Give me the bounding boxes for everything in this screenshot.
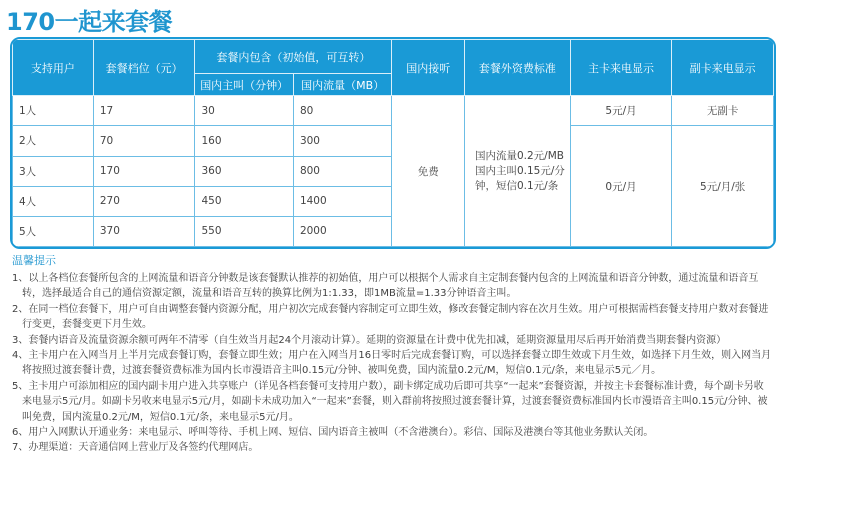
cell-minutes: 360 bbox=[195, 156, 293, 186]
header-minutes: 国内主叫（分钟） bbox=[195, 74, 293, 96]
cell-minutes: 550 bbox=[195, 216, 293, 246]
plan-table bbox=[10, 37, 776, 249]
cell-incoming: 免费 bbox=[392, 96, 465, 247]
header-sub-cid: 副卡来电显示 bbox=[672, 40, 774, 96]
header-main-cid: 主卡来电显示 bbox=[570, 40, 672, 96]
header-included: 套餐内包含（初始值，可互转） bbox=[195, 40, 392, 74]
header-incoming: 国内接听 bbox=[392, 40, 465, 96]
cell-users: 2人 bbox=[13, 126, 94, 156]
cell-tier: 370 bbox=[93, 216, 195, 246]
cell-sub-cid-1: 无副卡 bbox=[672, 96, 774, 126]
tip-item: 7、办理渠道：天音通信网上营业厅及各签约代理网店。 bbox=[12, 442, 259, 454]
table-row bbox=[13, 96, 774, 126]
cell-minutes: 30 bbox=[195, 96, 293, 126]
tips-heading: 温馨提示 bbox=[12, 254, 56, 267]
tip-item: 4、主卡用户在入网当月上半月完成套餐订购，套餐立即生效；用户在入网当月16日零时后完成套餐订购，可以选择套餐立即生效或下月生效，如选择下月生效，则入网当月将按照过渡套餐计费，过渡套餐资费标准为国内长市漫语音主叫0.15元/分钟、被叫免费，国内流量0.2元/M，短信0.1元/条，来电显示5元／月。 bbox=[12, 350, 772, 377]
cell-users: 4人 bbox=[13, 186, 94, 216]
cell-tier: 170 bbox=[93, 156, 195, 186]
cell-minutes: 160 bbox=[195, 126, 293, 156]
cell-users: 3人 bbox=[13, 156, 94, 186]
tip-item: 6、用户入网默认开通业务：来电显示、呼叫等待、手机上网、短信、国内语音主被叫（不含港澳台）。彩信、国际及港澳台等其他业务默认关闭。 bbox=[12, 427, 654, 439]
tip-item: 5、主卡用户可添加相应的国内副卡用户进入共享账户（详见各档套餐可支持用户数），副卡绑定成功后即可共享“一起来”套餐资源，并按主卡套餐标准计费，每个副卡另收来电显示5元/月。如副卡另收来电显示5元/月，如副卡未成功加入“一起来”套餐，则入群前将按照过渡套餐计算，过渡套餐资费标准国内长市漫语音主叫0.15元/分钟、被叫免费，国内流量0.2元/M，短信0.1元/条，来电显示5元/月。 bbox=[12, 380, 768, 423]
tip-item: 1、以上各档位套餐所包含的上网流量和语音分钟数是该套餐默认推荐的初始值，用户可以根据个人需求自主定制套餐内包含的上网流量和语音分钟数，通过流量和语音互转，选择最适合自己的通信资源定额，流量和语音互转的换算比例为1:1.33，即1MB流量=1.33分钟语音主叫。 bbox=[12, 273, 759, 300]
cell-tier: 17 bbox=[93, 96, 195, 126]
header-tier: 套餐档位（元） bbox=[93, 40, 195, 96]
tips-section bbox=[12, 253, 772, 456]
cell-data: 1400 bbox=[293, 186, 391, 216]
cell-main-cid-rest: 0元/月 bbox=[570, 126, 672, 247]
cell-extra bbox=[464, 96, 570, 247]
cell-minutes: 450 bbox=[195, 186, 293, 216]
header-data: 国内流量（MB） bbox=[293, 74, 391, 96]
cell-users: 5人 bbox=[13, 216, 94, 246]
cell-data: 800 bbox=[293, 156, 391, 186]
cell-users: 1人 bbox=[13, 96, 94, 126]
cell-sub-cid-rest: 5元/月/张 bbox=[672, 126, 774, 247]
header-users: 支持用户 bbox=[13, 40, 94, 96]
cell-data: 300 bbox=[293, 126, 391, 156]
cell-data: 2000 bbox=[293, 216, 391, 246]
tip-item: 2、在同一档位套餐下，用户可自由调整套餐内资源分配，用户初次完成套餐内容制定可立即生效，修改套餐定制内容在次月生效。用户可根据需档套餐支持用户数对套餐进行变更，套餐变更下月生效。 bbox=[12, 303, 769, 331]
header-extra: 套餐外资费标准 bbox=[464, 40, 570, 96]
cell-tier: 70 bbox=[93, 126, 195, 156]
extra-text: 国内流量0.2元/MB 国内主叫0.15元/分钟，短信0.1元/条 bbox=[474, 149, 565, 192]
cell-tier: 270 bbox=[93, 186, 195, 216]
tip-item: 3、套餐内语音及流量资源余额可两年不清零（自生效当月起24个月滚动计算）。延期的资源量在计费中优先扣减，延期资源量用尽后再开始消费当期套餐内资源） bbox=[12, 334, 727, 346]
cell-data: 80 bbox=[293, 96, 391, 126]
cell-main-cid-1: 5元/月 bbox=[570, 96, 672, 126]
page-title: 170一起来套餐 bbox=[6, 8, 173, 36]
